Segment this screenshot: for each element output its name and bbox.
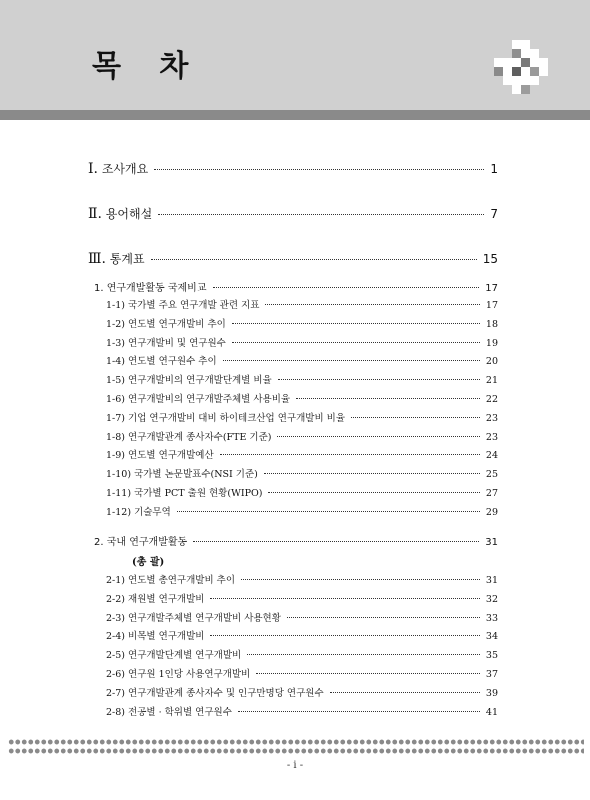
- toc-chapter-2[interactable]: [94, 533, 498, 548]
- page-number: 21: [485, 375, 498, 387]
- page-number: 31: [485, 537, 498, 548]
- toc-item[interactable]: [106, 353, 498, 367]
- toc-item[interactable]: [106, 504, 498, 518]
- dot-leader: [238, 711, 480, 712]
- section-number: Ⅲ.: [88, 251, 106, 267]
- toc-item-label: 2-8) 전공별 · 학위별 연구원수: [106, 706, 232, 718]
- toc-item[interactable]: [106, 685, 498, 699]
- group-label: (총 괄): [132, 557, 165, 568]
- toc-item[interactable]: [106, 610, 498, 624]
- toc-item[interactable]: [106, 372, 498, 386]
- dotted-divider-bottom: [8, 748, 584, 754]
- toc-item-label: 1-2) 연도별 연구개발비 추이: [106, 318, 226, 330]
- section-label: 조사개요: [101, 162, 149, 176]
- toc-item[interactable]: [106, 429, 498, 443]
- page-number: 18: [485, 318, 498, 330]
- toc-item[interactable]: [106, 628, 498, 642]
- toc-section-1[interactable]: [88, 160, 498, 177]
- toc-item[interactable]: [106, 647, 498, 661]
- page-number: 39: [485, 687, 498, 699]
- page-number: 31: [485, 575, 498, 586]
- toc-item[interactable]: [106, 591, 498, 605]
- toc-item-label: 2-3) 연구개발주체별 연구개발비 사용현황: [106, 612, 281, 624]
- dot-leader: [210, 598, 479, 599]
- page-number: 34: [485, 631, 498, 643]
- page-number: 19: [485, 337, 498, 349]
- toc-item-label: 1-12) 기술무역: [106, 506, 171, 518]
- dot-leader: [247, 654, 480, 655]
- dot-leader: [232, 323, 480, 324]
- dot-leader: [277, 436, 479, 437]
- section-label: 통계표: [109, 252, 145, 266]
- page-number: 20: [485, 356, 498, 368]
- decorative-pattern: [494, 40, 548, 94]
- toc-section-2[interactable]: [88, 205, 498, 222]
- page-number: 25: [485, 469, 498, 481]
- toc-item[interactable]: [106, 316, 498, 330]
- dot-leader: [278, 379, 480, 380]
- section-number: Ⅱ.: [88, 206, 102, 222]
- dot-leader: [265, 304, 480, 305]
- dot-leader: [220, 454, 480, 455]
- page-number: 17: [485, 300, 498, 311]
- toc-item-label: 1-1) 국가별 주요 연구개발 관련 지표: [106, 300, 260, 311]
- page-number: 29: [485, 506, 498, 518]
- page-number: 32: [485, 593, 498, 605]
- toc-item-label: 1-10) 국가별 논문발표수(NSI 기준): [106, 469, 258, 481]
- dot-leader: [177, 511, 480, 512]
- dotted-divider-top: [8, 739, 584, 745]
- toc-item[interactable]: [106, 297, 498, 311]
- dot-leader: [210, 635, 479, 636]
- dot-leader: [154, 169, 484, 170]
- page-number: 22: [485, 394, 498, 405]
- chapter-label: 2. 국내 연구개발활동: [94, 537, 188, 548]
- page-number: 23: [485, 412, 498, 424]
- page-number: 37: [485, 669, 498, 680]
- page-number: 23: [485, 431, 498, 443]
- toc-item-label: 1-8) 연구개발관계 종사자수(FTE 기준): [106, 431, 272, 443]
- dot-leader: [151, 259, 477, 260]
- dot-leader: [213, 287, 480, 288]
- dot-leader: [158, 214, 484, 215]
- dot-leader: [256, 673, 480, 674]
- toc-item-label: 1-11) 국가별 PCT 출원 현황(WIPO): [106, 488, 263, 499]
- page-number: 27: [485, 488, 498, 499]
- page-number: 35: [485, 650, 498, 662]
- toc-item-label: 1-3) 연구개발비 및 연구원수: [106, 337, 226, 349]
- toc-item[interactable]: [106, 391, 498, 405]
- toc-item[interactable]: [106, 447, 498, 461]
- page-number: 41: [485, 706, 498, 718]
- section-number: Ⅰ.: [88, 161, 98, 177]
- page-number: 24: [485, 450, 498, 462]
- dot-leader: [330, 692, 480, 693]
- toc-item[interactable]: [106, 666, 498, 680]
- dot-leader: [223, 360, 480, 361]
- dot-leader: [351, 417, 480, 418]
- toc-item-label: 2-2) 재원별 연구개발비: [106, 593, 205, 605]
- page-number: 7: [490, 207, 498, 221]
- toc-item-label: 2-5) 연구개발단계별 연구개발비: [106, 650, 242, 662]
- dot-leader: [296, 398, 480, 399]
- toc-item-label: 2-4) 비목별 연구개발비: [106, 631, 205, 643]
- toc-item[interactable]: [106, 335, 498, 349]
- toc-item-label: 1-6) 연구개발비의 연구개발주체별 사용비율: [106, 394, 291, 405]
- dot-leader: [232, 342, 480, 343]
- toc-item[interactable]: [106, 572, 498, 586]
- toc-item-label: 2-6) 연구원 1인당 사용연구개발비: [106, 669, 251, 680]
- toc-section-3[interactable]: [88, 250, 498, 267]
- page-number: 1: [490, 162, 498, 176]
- toc-item-label: 2-1) 연도별 총연구개발비 추이: [106, 575, 236, 586]
- toc-item[interactable]: [106, 704, 498, 718]
- toc-item-label: 1-7) 기업 연구개발비 대비 하이테크산업 연구개발비 비율: [106, 412, 346, 424]
- dot-leader: [264, 473, 480, 474]
- footer-page-number: - i -: [286, 760, 304, 771]
- toc-chapter-1[interactable]: [94, 279, 498, 294]
- page-number: 15: [482, 252, 498, 266]
- page-title: 목 차: [92, 49, 203, 84]
- toc-item[interactable]: [106, 410, 498, 424]
- dot-leader: [241, 579, 480, 580]
- toc-item[interactable]: [106, 466, 498, 480]
- dot-leader: [193, 541, 479, 542]
- dot-leader: [287, 617, 480, 618]
- page-number: 17: [485, 283, 498, 294]
- chapter-label: 1. 연구개발활동 국제비교: [94, 283, 207, 294]
- page-number: 33: [485, 612, 498, 624]
- toc-item-label: 1-5) 연구개발비의 연구개발단계별 비율: [106, 375, 272, 387]
- toc-item-label: 1-4) 연도별 연구원수 추이: [106, 356, 217, 368]
- dot-leader: [268, 492, 479, 493]
- toc-item[interactable]: [106, 485, 498, 499]
- toc-item-label: 2-7) 연구개발관계 종사자수 및 인구만명당 연구원수: [106, 687, 324, 699]
- header-divider: [0, 110, 590, 120]
- section-label: 용어해설: [105, 207, 153, 221]
- toc-item-label: 1-9) 연도별 연구개발예산: [106, 450, 214, 462]
